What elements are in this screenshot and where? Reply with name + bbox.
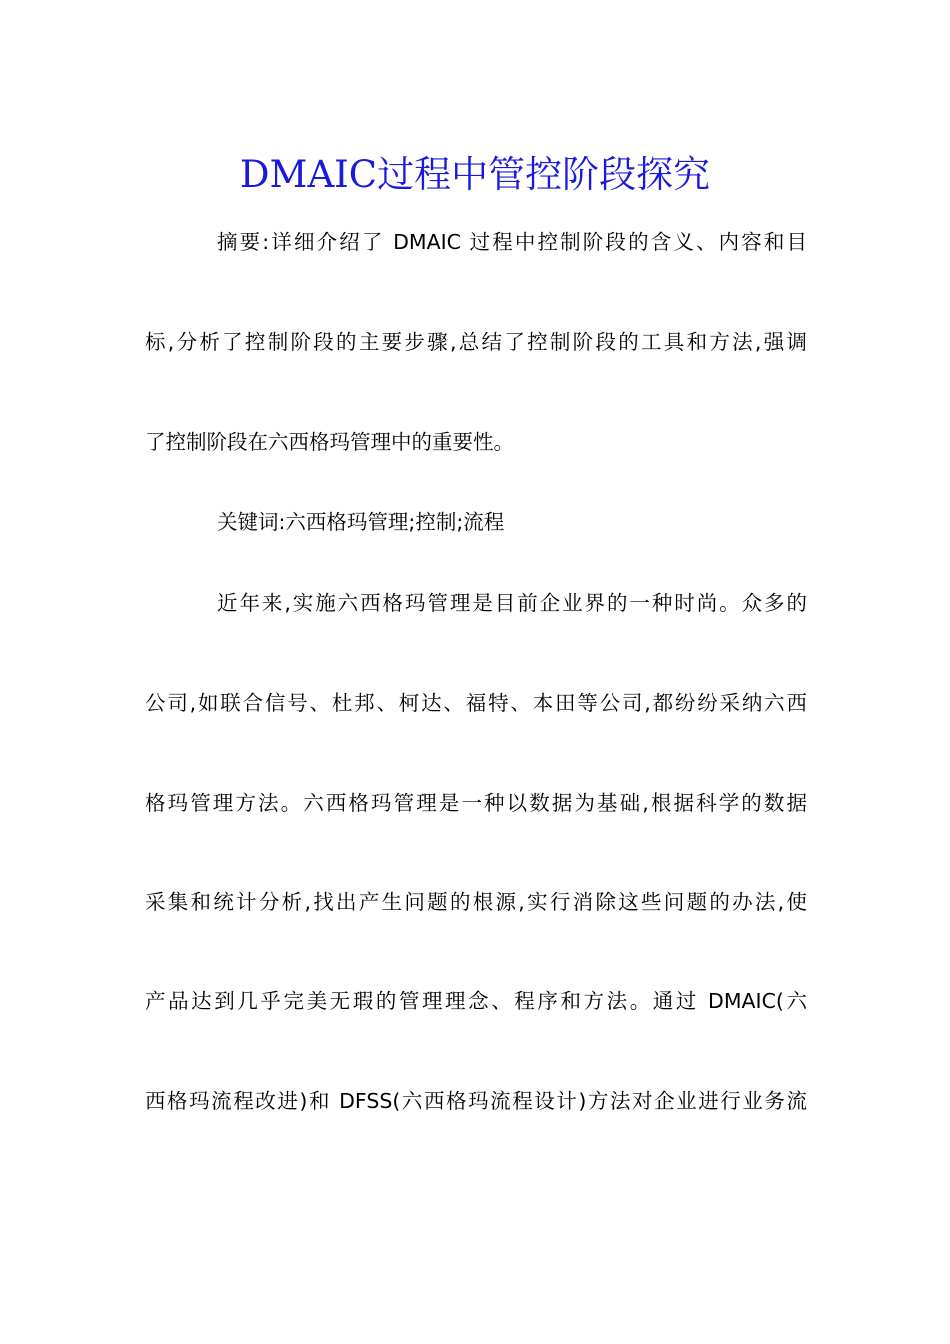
abstract-line-1: 摘要:详细介绍了 DMAIC 过程中控制阶段的含义、内容和目	[217, 230, 807, 254]
abstract-line-2: 标,分析了控制阶段的主要步骤,总结了控制阶段的工具和方法,强调	[145, 330, 807, 354]
body-line-5: 产品达到几乎完美无瑕的管理理念、程序和方法。通过 DMAIC(六	[145, 989, 807, 1013]
document-title: DMAIC过程中管控阶段探究	[239, 152, 711, 196]
body-line-6: 西格玛流程改进)和 DFSS(六西格玛流程设计)方法对企业进行业务流	[145, 1089, 807, 1113]
body-line-4: 采集和统计分析,找出产生问题的根源,实行消除这些问题的办法,使	[145, 890, 807, 914]
body-line-3: 格玛管理方法。六西格玛管理是一种以数据为基础,根据科学的数据	[145, 791, 807, 815]
body-line-2: 公司,如联合信号、杜邦、柯达、福特、本田等公司,都纷纷采纳六西	[145, 691, 807, 715]
body-line-1: 近年来,实施六西格玛管理是目前企业界的一种时尚。众多的	[217, 591, 807, 615]
abstract-line-3: 了控制阶段在六西格玛管理中的重要性。	[145, 430, 514, 454]
keywords-line: 关键词:六西格玛管理;控制;流程	[217, 510, 505, 534]
